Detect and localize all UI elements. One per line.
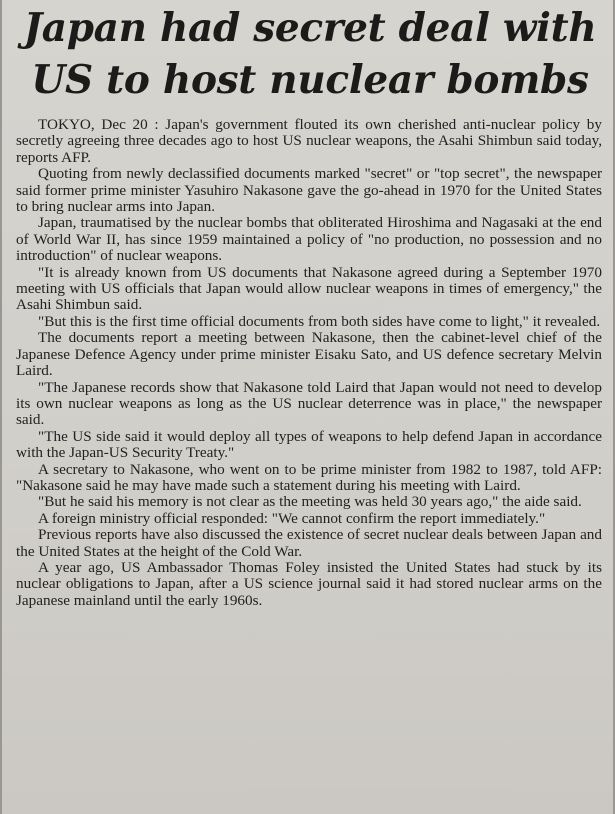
article-paragraph: Japan, traumatised by the nuclear bombs that obliterated Hiroshima and Nagasaki at the end of World War II, has since 1959 maintained a policy of "no production, no possession and no introduction" of nuclear weapons.	[16, 214, 602, 265]
article-paragraph: A secretary to Nakasone, who went on to be prime minister from 1982 to 1987, told AFP: "Nakasone said he may have made such a statement during his meeting with Laird.	[16, 460, 602, 494]
headline-line-1: Japan had secret deal with	[23, 5, 597, 51]
article-paragraph: "The US side said it would deploy all types of weapons to help defend Japan in accordance with the Japan-US Security Treaty."	[16, 427, 602, 462]
headline-line-2: US to host nuclear bombs	[31, 57, 589, 103]
article-paragraph: "It is already known from US documents that Nakasone agreed during a September 1970 meeting with US officials that Japan would allow nuclear weapons in times of emergency," the Asahi Shimbun said.	[16, 263, 602, 314]
article-paragraph: A foreign ministry official responded: "We cannot confirm the report immediately."	[38, 509, 546, 527]
article-paragraph: Previous reports have also discussed the existence of secret nuclear deals between Japan and the United States at the height of the Cold War.	[16, 526, 602, 560]
article-paragraph: TOKYO, Dec 20 : Japan's government flouted its own cherished anti-nuclear policy by secretly agreeing three decades ago to host US nuclear weapons, the Asahi Shimbun said today, reports AFP.	[16, 116, 602, 166]
headline	[10, 2, 610, 106]
article-paragraph: "But this is the first time official documents from both sides have come to light," it revealed.	[38, 312, 601, 330]
article-paragraph: A year ago, US Ambassador Thomas Foley insisted the United States had stuck by its nuclear obligations to Japan, after a US science journal said it had stored nuclear arms on the Japanese mainland until the early 1960s.	[16, 558, 602, 609]
article-body	[16, 117, 602, 609]
article-paragraph: "The Japanese records show that Nakasone told Laird that Japan would not need to develop its own nuclear weapons as long as the US nuclear deterrence was in place," the newspaper said.	[16, 378, 602, 429]
article-paragraph: "But he said his memory is not clear as the meeting was held 30 years ago," the aide said.	[38, 493, 582, 511]
article-paragraph: The documents report a meeting between Nakasone, then the cabinet-level chief of the Japanese Defence Agency under prime minister Eisaku Sato, and US defence secretary Melvin Laird.	[16, 329, 602, 380]
article-paragraph: Quoting from newly declassified documents marked "secret" or "top secret", the newspaper said former prime minister Yasuhiro Nakasone gave the go-ahead in 1970 for the United States to bring nuclear arms into Japan.	[16, 165, 602, 216]
